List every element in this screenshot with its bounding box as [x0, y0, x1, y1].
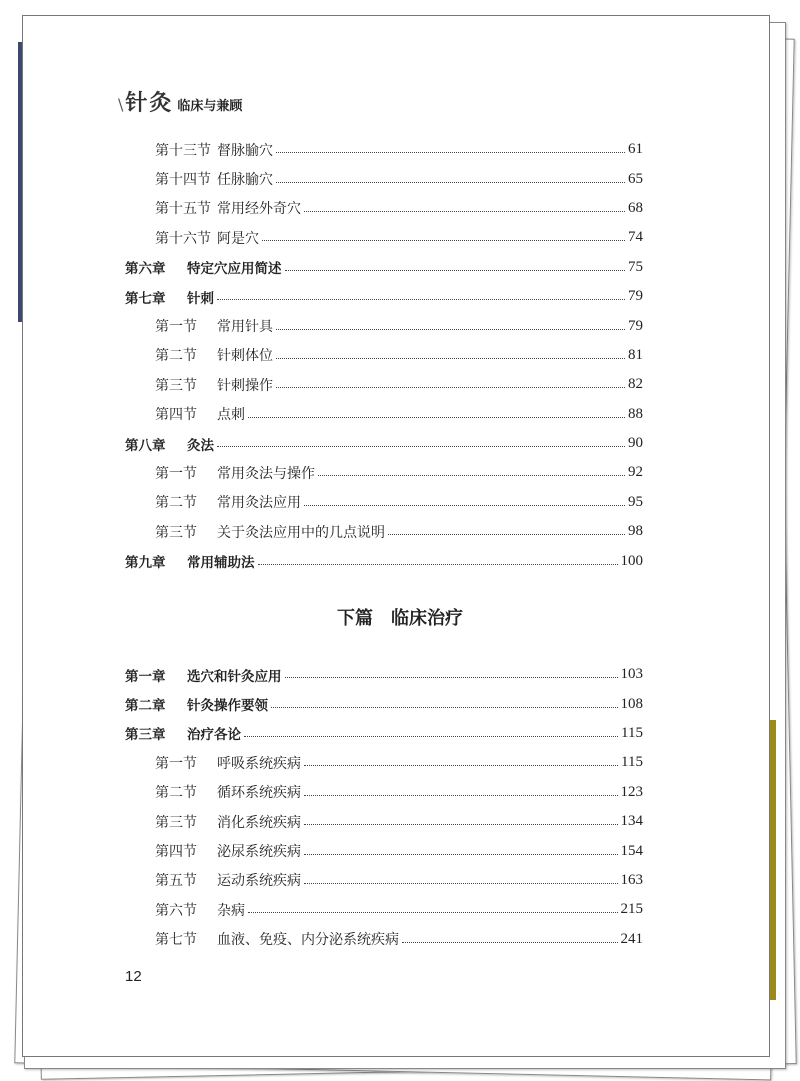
- leader-dots: [248, 417, 625, 418]
- entry-title: 杂病: [217, 902, 245, 919]
- leader-dots: [285, 677, 618, 678]
- entry-title: 针刺: [187, 290, 214, 307]
- entry-label: 第七节: [155, 932, 197, 949]
- leader-dots: [304, 854, 618, 855]
- leader-dots: [262, 240, 625, 241]
- leader-dots: [217, 299, 625, 300]
- cover-edge: [770, 720, 776, 1000]
- toc-section-entry: [125, 836, 643, 865]
- entry-title: 常用辅助法: [187, 555, 255, 572]
- header-subtitle: 临床与兼顾: [177, 99, 243, 114]
- entry-label: 第五节: [155, 873, 197, 890]
- entry-label: 第三节: [155, 377, 197, 394]
- entry-page: 115: [621, 724, 643, 741]
- entry-title: 选穴和针灸应用: [187, 668, 282, 685]
- entry-title: 点刺: [217, 407, 245, 424]
- toc-section-entry: [125, 135, 643, 164]
- entry-label: 第一节: [155, 465, 197, 482]
- entry-page: 81: [628, 346, 643, 363]
- entry-label: 第四节: [155, 844, 197, 861]
- entry-page: 108: [620, 695, 643, 712]
- entry-page: 103: [620, 666, 643, 683]
- entry-label: 第三章: [125, 727, 166, 744]
- entry-page: 115: [621, 754, 643, 771]
- toc-chapter-entry: [125, 253, 643, 282]
- entry-page: 163: [620, 871, 643, 888]
- leader-dots: [304, 765, 618, 766]
- leader-dots: [248, 912, 618, 913]
- toc-section-entry: [125, 778, 643, 807]
- entry-label: 第二节: [155, 495, 197, 512]
- entry-title: 关于灸法应用中的几点说明: [217, 524, 385, 541]
- leader-dots: [276, 152, 625, 153]
- entry-page: 123: [620, 783, 643, 800]
- entry-label: 第一章: [125, 668, 166, 685]
- entry-title: 特定穴应用简述: [187, 261, 282, 278]
- toc-list-lower: [125, 660, 643, 954]
- entry-label: 第一节: [155, 755, 197, 772]
- leader-dots: [271, 707, 618, 708]
- leader-dots: [244, 736, 618, 737]
- toc-section-entry: [125, 223, 643, 252]
- toc-chapter-entry: [125, 282, 643, 311]
- entry-title: 针刺操作: [217, 377, 273, 394]
- entry-title: 治疗各论: [187, 727, 241, 744]
- entry-title: 泌尿系统疾病: [217, 844, 301, 861]
- entry-title: 呼吸系统疾病: [217, 755, 301, 772]
- entry-label: 第六节: [155, 902, 197, 919]
- entry-label: 第二节: [155, 348, 197, 365]
- toc-chapter-entry: [125, 660, 643, 689]
- leader-dots: [304, 795, 618, 796]
- entry-label: 第二节: [155, 785, 197, 802]
- entry-label: 第十五节: [155, 201, 211, 218]
- entry-page: 82: [628, 376, 643, 393]
- entry-title: 常用灸法与操作: [217, 465, 315, 482]
- entry-title: 常用经外奇穴: [217, 201, 301, 218]
- toc-section-entry: [125, 341, 643, 370]
- entry-page: 79: [628, 288, 643, 305]
- toc-section-entry: [125, 895, 643, 924]
- entry-label: 第一节: [155, 319, 197, 336]
- entry-title: 阿是穴: [217, 230, 259, 247]
- leader-dots: [304, 505, 625, 506]
- entry-title: 循环系统疾病: [217, 785, 301, 802]
- entry-title: 针刺体位: [217, 348, 273, 365]
- entry-title: 针灸操作要领: [187, 698, 268, 715]
- toc-section-entry: [125, 517, 643, 546]
- toc-chapter-entry: [125, 546, 643, 575]
- toc-section-entry: [125, 866, 643, 895]
- entry-page: 74: [628, 229, 643, 246]
- entry-label: 第六章: [125, 261, 166, 278]
- toc-chapter-entry: [125, 719, 643, 748]
- leader-dots: [276, 329, 625, 330]
- toc-section-entry: [125, 400, 643, 429]
- entry-label: 第四节: [155, 407, 197, 424]
- entry-page: 241: [620, 930, 643, 947]
- toc-section-entry: [125, 748, 643, 777]
- toc-section-entry: [125, 458, 643, 487]
- entry-title: 常用针具: [217, 319, 273, 336]
- leader-dots: [304, 211, 625, 212]
- leader-dots: [276, 358, 625, 359]
- page-number: 12: [125, 968, 142, 985]
- leader-dots: [217, 446, 625, 447]
- entry-title: 任脉腧穴: [217, 172, 273, 189]
- toc-section-entry: [125, 311, 643, 340]
- leader-dots: [304, 883, 618, 884]
- entry-title: 血液、免疫、内分泌系统疾病: [217, 932, 399, 949]
- entry-label: 第七章: [125, 290, 166, 307]
- leader-dots: [304, 824, 618, 825]
- entry-page: 79: [628, 317, 643, 334]
- needle-icon: \: [118, 95, 124, 114]
- toc-chapter-entry: [125, 689, 643, 718]
- entry-label: 第九章: [125, 555, 166, 572]
- leader-dots: [276, 182, 625, 183]
- entry-page: 65: [628, 170, 643, 187]
- entry-page: 75: [628, 258, 643, 275]
- entry-label: 第十四节: [155, 172, 211, 189]
- part-title: 下篇 临床治疗: [337, 608, 463, 629]
- toc-list-upper: [125, 135, 643, 576]
- entry-page: 68: [628, 199, 643, 216]
- leader-dots: [258, 564, 618, 565]
- toc-chapter-entry: [125, 429, 643, 458]
- entry-page: 95: [628, 493, 643, 510]
- entry-page: 92: [628, 464, 643, 481]
- leader-dots: [276, 387, 625, 388]
- leader-dots: [388, 534, 625, 535]
- leader-dots: [285, 270, 626, 271]
- entry-label: 第十六节: [155, 230, 211, 247]
- header-logo: 针灸: [125, 90, 174, 116]
- entry-label: 第八章: [125, 437, 166, 454]
- toc-section-entry: [125, 194, 643, 223]
- entry-title: 督脉腧穴: [217, 142, 273, 159]
- entry-page: 98: [628, 523, 643, 540]
- toc-section-entry: [125, 925, 643, 954]
- entry-label: 第十三节: [155, 142, 211, 159]
- toc-section-entry: [125, 488, 643, 517]
- entry-page: 154: [620, 842, 643, 859]
- leader-dots: [402, 942, 618, 943]
- toc-section-entry: [125, 807, 643, 836]
- entry-label: 第二章: [125, 698, 166, 715]
- toc-section-entry: [125, 370, 643, 399]
- entry-title: 灸法: [187, 437, 214, 454]
- leader-dots: [318, 475, 625, 476]
- entry-page: 134: [620, 813, 643, 830]
- entry-title: 运动系统疾病: [217, 873, 301, 890]
- entry-page: 61: [628, 141, 643, 158]
- entry-page: 100: [620, 552, 643, 569]
- toc-section-entry: [125, 164, 643, 193]
- running-header: [118, 86, 242, 117]
- entry-page: 215: [620, 901, 643, 918]
- entry-label: 第三节: [155, 524, 197, 541]
- entry-title: 消化系统疾病: [217, 814, 301, 831]
- entry-page: 90: [628, 435, 643, 452]
- entry-page: 88: [628, 405, 643, 422]
- entry-label: 第三节: [155, 814, 197, 831]
- entry-title: 常用灸法应用: [217, 495, 301, 512]
